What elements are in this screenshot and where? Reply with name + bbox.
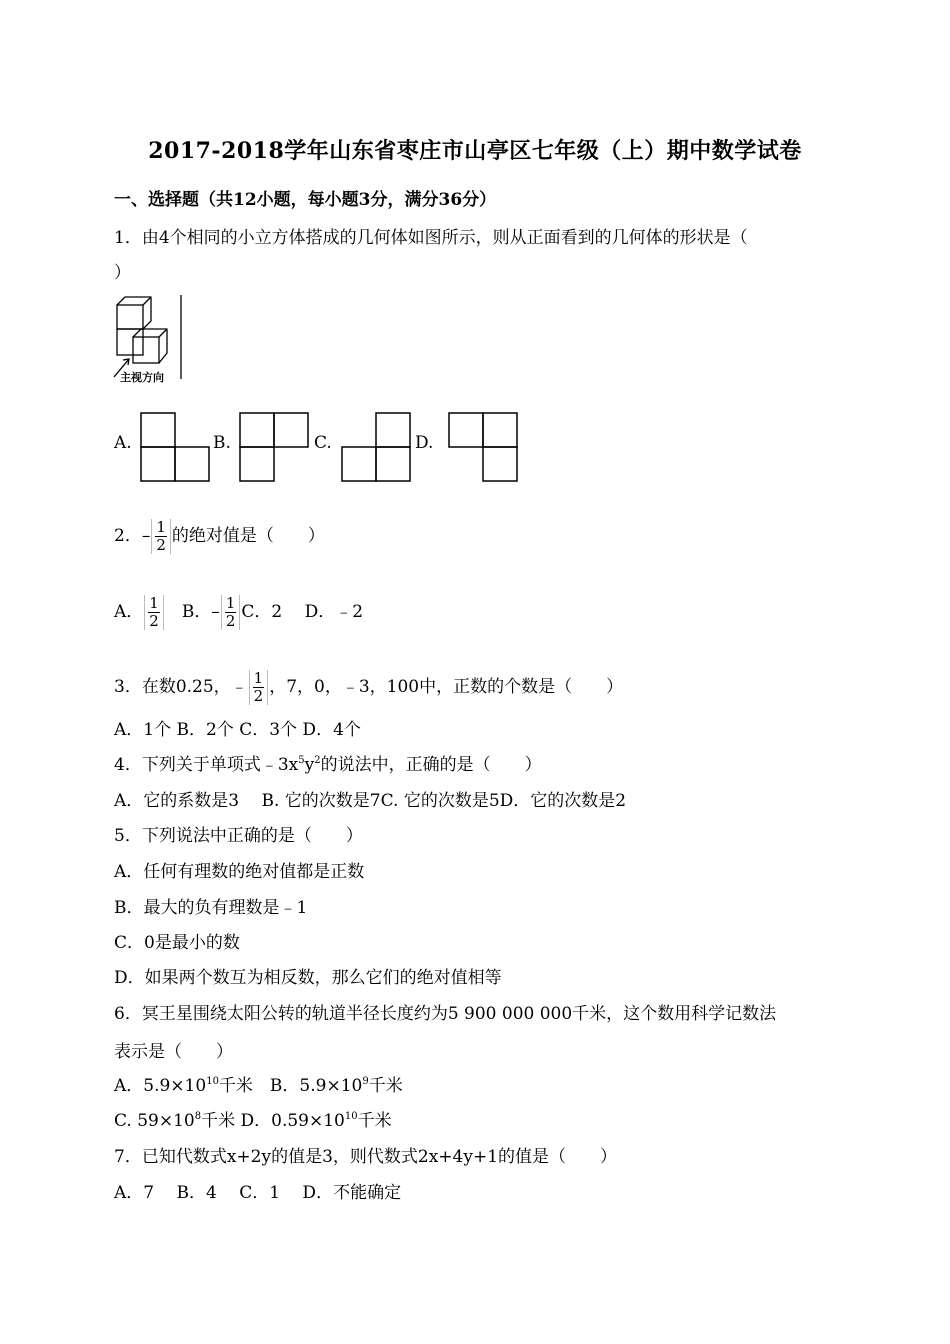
q6-stem-line2: 表示是（ ）	[114, 1042, 233, 1062]
q3-stem: 3．在数0.25，﹣ $\frac{1}{2}$ ，7，0，﹣3，100中，正数的个数是（ ）	[114, 669, 624, 705]
q7-stem: 7．已知代数式x+2y的值是3，则代数式2x+4y+1的值是（ ）	[114, 1147, 618, 1167]
q1-option-a-figure	[139, 411, 211, 487]
q1-option-c-figure	[340, 411, 412, 487]
q1-option-a-label: A.	[114, 433, 132, 453]
q7-options: A．7 B．4 C．1 D．不能确定	[114, 1183, 402, 1203]
q6-options-ab: A．$5.9\times 10^{10}$千米 B．$5.9\times 10^9$千米	[114, 1076, 403, 1096]
q6-options-cd: C. $59\times 10^8$千米 D．$0.59\times 10^{10}$千米	[114, 1111, 392, 1131]
q1-stem-line2: ）	[114, 263, 131, 283]
q4-options: A．它的系数是3 B. 它的次数是7C. 它的次数是5D．它的次数是2	[114, 791, 627, 811]
q1-option-d-label: D.	[415, 433, 434, 453]
q2-option-b-fraction: $\frac{1}{2}$	[221, 595, 241, 630]
q3-fraction: $\frac{1}{2}$	[249, 670, 269, 705]
q4-stem: 4．下列关于单项式$﹣3x^5y^2$的说法中，正确的是（ ）	[114, 755, 542, 775]
q5-option-a: A．任何有理数的绝对值都是正数	[114, 862, 365, 882]
q1-figure-caption: 主视方向	[120, 371, 164, 383]
q5-option-c: C．0是最小的数	[114, 933, 240, 953]
q2-options: A． $\frac{1}{2}$ B．– $\frac{1}{2}$ C．2 D．﹣2	[114, 594, 364, 630]
q1-option-c-label: C.	[314, 433, 332, 453]
q2-option-a-fraction: $\frac{1}{2}$	[144, 595, 164, 630]
q2-fraction: $\frac{1}{2}$	[151, 519, 171, 554]
q1-option-b-figure	[238, 411, 310, 487]
q3-options: A．1个 B．2个 C．3个 D．4个	[114, 720, 361, 740]
q5-option-d: D．如果两个数互为相反数，那么它们的绝对值相等	[114, 968, 502, 988]
q1-option-d-figure	[447, 411, 519, 487]
section-heading: 一、选择题（共12小题，每小题3分，满分36分）	[114, 190, 497, 210]
page-title: 2017-2018学年山东省枣庄市山亭区七年级（上）期中数学试卷	[148, 138, 802, 164]
q5-stem: 5．下列说法中正确的是（ ）	[114, 826, 363, 846]
q1-option-b-label: B.	[213, 433, 231, 453]
q5-option-b: B．最大的负有理数是﹣1	[114, 898, 308, 918]
q6-stem-line1: 6．冥王星围绕太阳公转的轨道半径长度约为5 900 000 000千米，这个数用科学记数法	[114, 1004, 777, 1024]
q2-stem: 2．– $\frac{1}{2}$ 的绝对值是（ ）	[114, 518, 325, 554]
q1-stem-line1: 1．由4个相同的小立方体搭成的几何体如图所示，则从正面看到的几何体的形状是（	[114, 228, 748, 248]
q1-cube-figure	[111, 295, 183, 383]
